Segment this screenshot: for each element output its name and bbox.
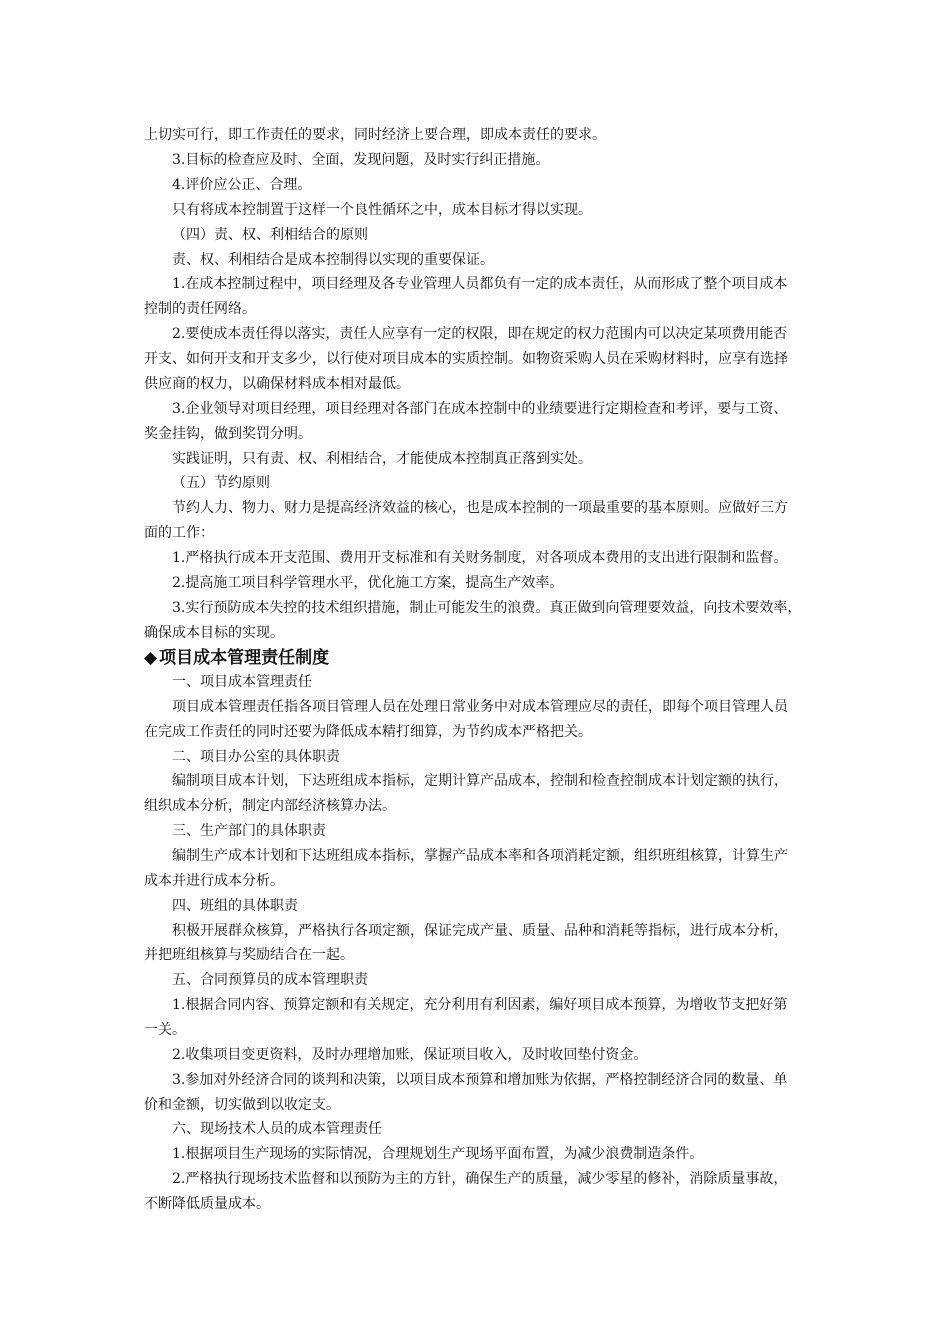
paragraph-line: 3.目标的检查应及时、全面，发现问题，及时实行纠正措施。	[172, 152, 550, 168]
paragraph-line: 1.严格执行成本开支范围、费用开支标准和有关财务制度，对各项成本费用的支出进行限制和监督。	[172, 550, 788, 566]
paragraph-line: 编制项目成本计划，下达班组成本指标，定期计算产品成本，控制和检查控制成本计划定额的执行，	[172, 773, 788, 789]
paragraph-line: 积极开展群众核算，严格执行各项定额，保证完成产量、质量、品种和消耗等指标，进行成本分析，	[172, 923, 788, 939]
subsection-title: 六、现场技术人员的成本管理责任	[172, 1121, 382, 1137]
paragraph-line: 2.严格执行现场技术监督和以预防为主的方针，确保生产的质量，减少零星的修补，消除质量事故，	[172, 1171, 788, 1187]
paragraph-line: 1.在成本控制过程中，项目经理及各专业管理人员都负有一定的成本责任，从而形成了整个项目成本	[172, 276, 788, 292]
subsection-title: （四）责、权、利相结合的原则	[172, 227, 368, 243]
diamond-bullet-icon: ◆	[144, 648, 158, 668]
paragraph-line: 4.评价应公正、合理。	[172, 177, 312, 193]
paragraph-line: 3.企业领导对项目经理，项目经理对各部门在成本控制中的业绩要进行定期检查和考评，要与工资、	[172, 401, 788, 417]
subsection-title: 四、班组的具体职责	[172, 898, 298, 914]
paragraph-line: 实践证明，只有责、权、利相结合，才能使成本控制真正落到实处。	[172, 451, 592, 467]
paragraph-line: 价和金额，切实做到以收定支。	[144, 1097, 340, 1113]
paragraph-line: 2.提高施工项目科学管理水平，优化施工方案，提高生产效率。	[172, 575, 564, 591]
paragraph-line: 不断降低质量成本。	[144, 1196, 270, 1212]
paragraph-line: 开支、如何开支和开支多少，以行使对项目成本的实质控制。如物资采购人员在采购材料时，应享有选择	[144, 351, 788, 367]
paragraph-line: 组织成本分析，制定内部经济核算办法。	[144, 798, 396, 814]
paragraph-line: 成本并进行成本分析。	[144, 873, 284, 889]
paragraph-line: 上切实可行，即工作责任的要求，同时经济上要合理，即成本责任的要求。	[144, 127, 606, 143]
paragraph-line: 控制的责任网络。	[144, 301, 256, 317]
paragraph-line: 编制生产成本计划和下达班组成本指标，掌握产品成本率和各项消耗定额，组织班组核算，计算生产	[172, 848, 788, 864]
paragraph-line: 3.参加对外经济合同的谈判和决策，以项目成本预算和增加账为依据，严格控制经济合同的数量、单	[172, 1072, 788, 1088]
paragraph-line: 2.要使成本责任得以落实，责任人应享有一定的权限，即在规定的权力范围内可以决定某项费用能否	[172, 326, 788, 342]
paragraph-line: 确保成本目标的实现。	[144, 625, 284, 641]
paragraph-line: 在完成工作责任的同时还要为降低成本精打细算，为节约成本严格把关。	[144, 724, 592, 740]
subsection-title: （五）节约原则	[172, 475, 270, 491]
paragraph-line: 2.收集项目变更资料，及时办理增加账，保证项目收入，及时收回垫付资金。	[172, 1047, 648, 1063]
paragraph-line: 责、权、利相结合是成本控制得以实现的重要保证。	[172, 252, 494, 268]
paragraph-line: 项目成本管理责任指各项目管理人员在处理日常业务中对成本管理应尽的责任，即每个项目管理人员	[172, 699, 788, 715]
paragraph-line: 3.实行预防成本失控的技术组织措施，制止可能发生的浪费。真正做到向管理要效益，向技术要效率，	[172, 600, 802, 616]
section-heading-text: 项目成本管理责任制度	[159, 648, 330, 668]
section-heading	[144, 647, 824, 669]
paragraph-line: 节约人力、物力、财力是提高经济效益的核心，也是成本控制的一项最重要的基本原则。应做好三方	[172, 500, 788, 516]
paragraph-line: 一关。	[144, 1022, 186, 1038]
paragraph-line: 1.根据合同内容、预算定额和有关规定，充分利用有利因素，编好项目成本预算，为增收节支把好第	[172, 997, 788, 1013]
subsection-title: 一、项目成本管理责任	[172, 674, 312, 690]
subsection-title: 三、生产部门的具体职责	[172, 823, 326, 839]
subsection-title: 二、项目办公室的具体职责	[172, 749, 340, 765]
paragraph-line: 1.根据项目生产现场的实际情况，合理规划生产现场平面布置，为减少浪费制造条件。	[172, 1146, 704, 1162]
paragraph-line: 奖金挂钩，做到奖罚分明。	[144, 426, 312, 442]
paragraph-line: 面的工作：	[144, 525, 214, 541]
paragraph-line: 供应商的权力，以确保材料成本相对最低。	[144, 376, 410, 392]
paragraph-line: 只有将成本控制置于这样一个良性循环之中，成本目标才得以实现。	[172, 202, 592, 218]
paragraph-line: 并把班组核算与奖励结合在一起。	[144, 947, 354, 963]
subsection-title: 五、合同预算员的成本管理职责	[172, 972, 368, 988]
